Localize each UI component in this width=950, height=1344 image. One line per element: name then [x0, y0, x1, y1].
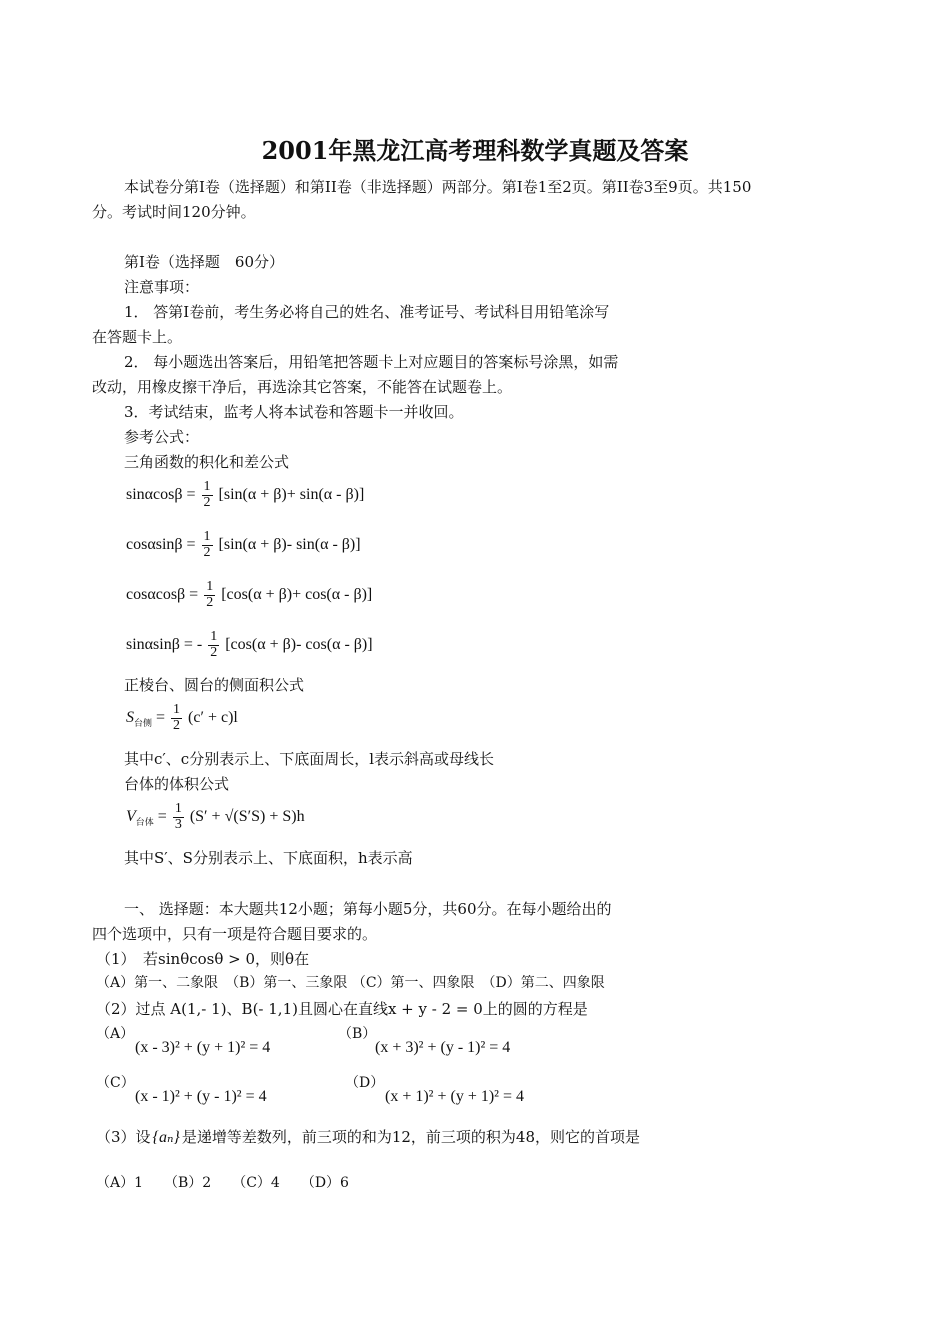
formula-4: [126, 630, 373, 660]
q2-option-a: (x - 3)² + (y + 1)² = 4: [135, 1039, 271, 1056]
reference-label: 参考公式：: [124, 428, 200, 446]
fraction-half: $\frac{1}{2}$: [203, 529, 211, 560]
volume-formula: $V_{台体}$ = $\frac{1}{3}$ (S′ + √(S′S) + S)h: [126, 801, 305, 832]
q2-option-b: (x + 3)² + (y - 1)² = 4: [375, 1039, 511, 1056]
q2-option-b-label: （B）: [338, 1026, 377, 1042]
formula-2-rhs: [sin(α + β)- sin(α - β)]: [218, 535, 361, 553]
q2-option-d: (x + 1)² + (y + 1)² = 4: [385, 1088, 524, 1105]
section-heading: 第I卷（选择题 60分）: [124, 253, 285, 271]
fraction-third: $\frac{1}{3}$: [174, 801, 182, 832]
fraction-half: $\frac{1}{2}$: [206, 579, 214, 610]
note-1b: 在答题卡上。: [92, 328, 183, 346]
note-2b: 改动，用橡皮擦干净后，再选涂其它答案，不能答在试题卷上。: [92, 378, 513, 396]
formula-4-lhs: sinαsinβ = -: [126, 635, 203, 653]
trig-label: 三角函数的积化和差公式: [124, 453, 290, 471]
volume-note: 其中S′、S分别表示上、下底面积，h表示高: [124, 849, 413, 867]
formula-1: [126, 480, 364, 510]
q3-stem: （3）设 {aₙ} 是递增等差数列，前三项的和为12，前三项的积为48，则它的首项是: [96, 1128, 641, 1146]
formula-3-rhs: [cos(α + β)+ cos(α - β)]: [221, 585, 373, 603]
formula-1-rhs: [sin(α + β)+ sin(α - β)]: [218, 485, 365, 503]
fraction-half: $\frac{1}{2}$: [203, 479, 211, 510]
fraction-half: $\frac{1}{2}$: [210, 629, 218, 660]
q3-options: （A）1 （B）2 （C）4 （D）6: [96, 1175, 349, 1191]
q2-stem: （2）过点 A(1,- 1)、B(- 1,1)且圆心在直线x + y - 2 = 0上的圆的方程是: [96, 1000, 588, 1018]
intro-line-2: 分。考试时间120分钟。: [92, 203, 256, 221]
q1-stem: （1） 若sinθcosθ > 0，则θ在: [96, 950, 310, 968]
note-2a: 2． 每小题选出答案后，用铅笔把答题卡上对应题目的答案标号涂黑，如需: [124, 353, 619, 371]
formula-2: [126, 530, 361, 560]
formula-2-lhs: cosαsinβ =: [126, 535, 196, 553]
formula-1-lhs: sinαcosβ =: [126, 485, 196, 503]
frustum-area-label: 正棱台、圆台的侧面积公式: [124, 676, 305, 694]
formula-3: [126, 580, 372, 610]
note-1a: 1． 答第I卷前，考生务必将自己的姓名、准考证号、考试科目用铅笔涂写: [124, 303, 610, 321]
q2-option-c: (x - 1)² + (y - 1)² = 4: [135, 1088, 267, 1105]
fraction-half: $\frac{1}{2}$: [173, 702, 181, 733]
page-title: 2001年黑龙江高考理科数学真题及答案: [261, 136, 689, 165]
part1-heading-b: 四个选项中，只有一项是符合题目要求的。: [92, 925, 378, 943]
lateral-area-formula: $S_{台侧}$ = $\frac{1}{2}$ (c′ + c)l: [126, 702, 238, 733]
q1-options: （A）第一、二象限 （B）第一、三象限 （C）第一、四象限 （D）第二、四象限: [96, 975, 605, 991]
sequence-symbol: {aₙ}: [152, 1129, 180, 1146]
intro-line-1: 本试卷分第I卷（选择题）和第II卷（非选择题）两部分。第I卷1至2页。第II卷3至9页。共150: [124, 178, 752, 196]
q2-option-c-label: （C）: [96, 1075, 135, 1091]
notes-label: 注意事项：: [124, 278, 200, 296]
formula-4-rhs: [cos(α + β)- cos(α - β)]: [225, 635, 373, 653]
q2-option-d-label: （D）: [345, 1075, 385, 1091]
note-3: 3．考试结束，监考人将本试卷和答题卡一并收回。: [124, 403, 464, 421]
part1-heading-a: 一、 选择题：本大题共12小题；第每小题5分，共60分。在每小题给出的: [124, 900, 612, 918]
formula-3-lhs: cosαcosβ =: [126, 585, 199, 603]
volume-label: 台体的体积公式: [124, 775, 230, 793]
q2-option-a-label: （A）: [96, 1026, 135, 1042]
lateral-area-note: 其中c′、c分别表示上、下底面周长，l表示斜高或母线长: [124, 750, 495, 768]
